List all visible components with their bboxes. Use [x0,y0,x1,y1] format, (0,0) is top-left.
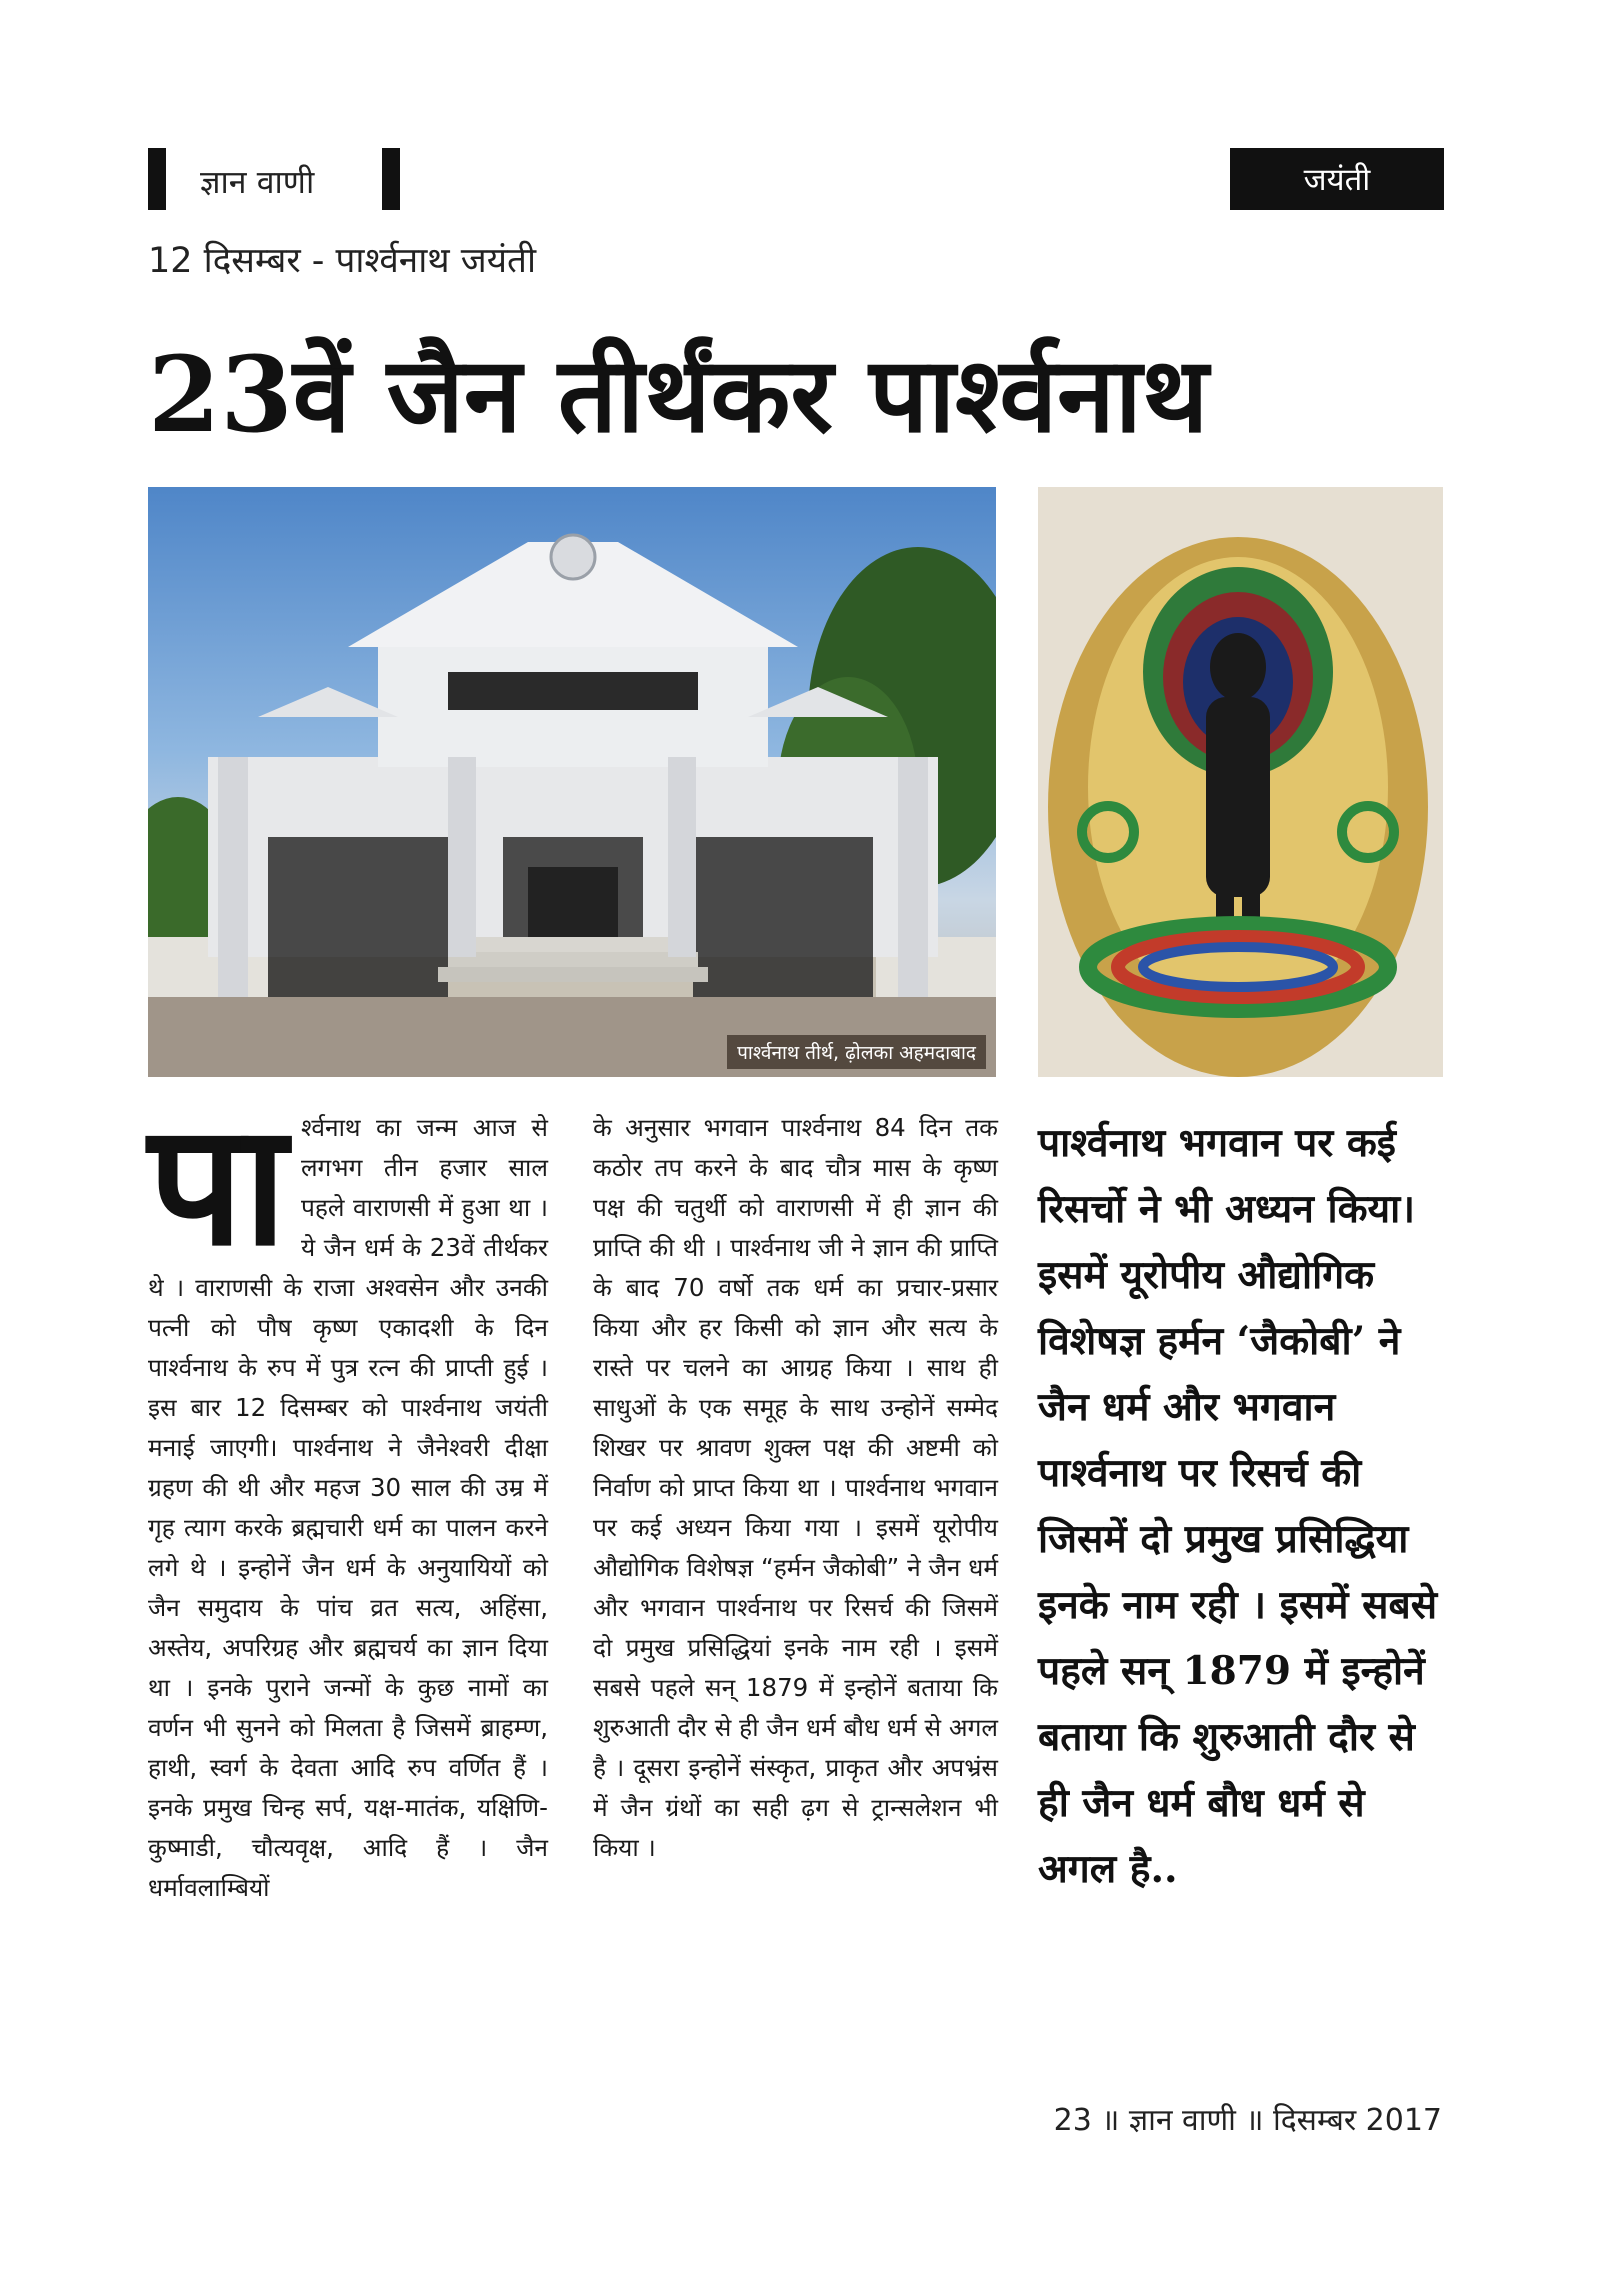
header-bar-left [148,148,166,210]
section-tag: जयंती [1230,148,1444,210]
header-bar-right [382,148,400,210]
drop-cap: पा [148,1085,287,1283]
article-text-1: र्श्वनाथ का जन्म आज से लगभग तीन हजार साल पहले वाराणसी में हुआ था । ये जैन धर्म के 23वें तीर्थकर थे । वाराणसी के राजा अश्वसेन और उनकी पत्नी को पौष कृष्ण एकादशी के दिन पार्श्वनाथ के रुप में पुत्र रत्न की प्राप्ती हुई । इस बार 12 दिसम्बर को पार्श्वनाथ जयंती मनाई जाएगी। पार्श्वनाथ ने जैनेश्वरी दीक्षा ग्रहण की थी और महज 30 साल की उम्र में गृह त्याग करके ब्रह्मचारी धर्म का पालन करने लगे थे । इन्होनें जैन धर्म के अनुयायियों को जैन समुदाय के पांच व्रत सत्य, अहिंसा, अस्तेय, अपरिग्रह और ब्रह्मचर्य का ज्ञान दिया था । इनके पुराने जन्मों के कुछ नामों का वर्णन भी सुनने को मिलता है जिसमें ब्राहम्ण, हाथी, स्वर्ग के देवता आदि रुप वर्णित हैं । इनके प्रमुख चिन्ह सर्प, यक्ष-मातंक, यक्षिणि-कुष्माडी, चौत्यवृक्ष, आदि हैं । जैन धर्मावलाम्बियों [148,1113,548,1902]
page-footer: 23 ॥ ज्ञान वाणी ॥ दिसम्बर 2017 [1053,2103,1442,2138]
article-column-1 [148,1085,548,1908]
idol-photo [1038,487,1443,1077]
article-text-2: के अनुसार भगवान पार्श्वनाथ 84 दिन तक कठोर तप करने के बाद चौत्र मास के कृष्ण पक्ष की चतुर्थी को वाराणसी में ही ज्ञान की प्राप्ति की थी । पार्श्वनाथ जी ने ज्ञान की प्राप्ति के बाद 70 वर्षो तक धर्म का प्रचार-प्रसार किया और हर किसी को ज्ञान और सत्य के रास्ते पर चलने का आग्रह किया । साथ ही साधुओं के एक समूह के साथ उन्होनें सम्मेद शिखर पर श्रावण शुक्ल पक्ष की अष्टमी को निर्वाण को प्राप्त किया था । पार्श्वनाथ भगवान पर कई अध्यन किया गया । इसमें यूरोपीय औद्योगिक विशेषज्ञ “हर्मन जैकोबी” ने जैन धर्म और भगवान पार्श्वनाथ पर रिसर्च की जिसमें दो प्रमुख प्रसिद्धियां इनके नाम रही । इसमें सबसे पहले सन् 1879 में इन्होनें बताया कि शुरुआती दौर से ही जैन धर्म बौध धर्म से अगल है । दूसरा इन्होनें संस्कृत, प्राकृत और अपभ्रंस में जैन ग्रंथों का सही ढ़ग से ट्रान्सलेशन भी किया । [593,1113,998,1862]
photo-caption: पार्श्वनाथ तीर्थ, ढ़ोलका अहमदाबाद [727,1035,986,1069]
temple-photo [148,487,996,1077]
page-title: 23वें जैन तीर्थंकर पार्श्वनाथ [148,333,1209,456]
article-subtitle: 12 दिसम्बर - पार्श्वनाथ जयंती [148,241,537,281]
article-column-2 [593,1108,998,1868]
temple-illustration [148,487,996,1077]
magazine-name: ज्ञान वाणी [200,163,315,201]
pull-quote: पार्श्वनाथ भगवान पर कई रिसर्चो ने भी अध्यन किया। इसमें यूरोपीय औद्योगिक विशेषज्ञ हर्मन ‘जैकोबी’ ने जैन धर्म और भगवान पार्श्वनाथ पर रिसर्च की जिसमें दो प्रमुख प्रसिद्धिया इनके नाम रही । इसमें सबसे पहले सन् 1879 में इन्होनें बताया कि शुरुआती दौर से ही जैन धर्म बौध धर्म से अगल है.. [1038,1120,1438,1892]
idol-illustration [1038,487,1443,1077]
